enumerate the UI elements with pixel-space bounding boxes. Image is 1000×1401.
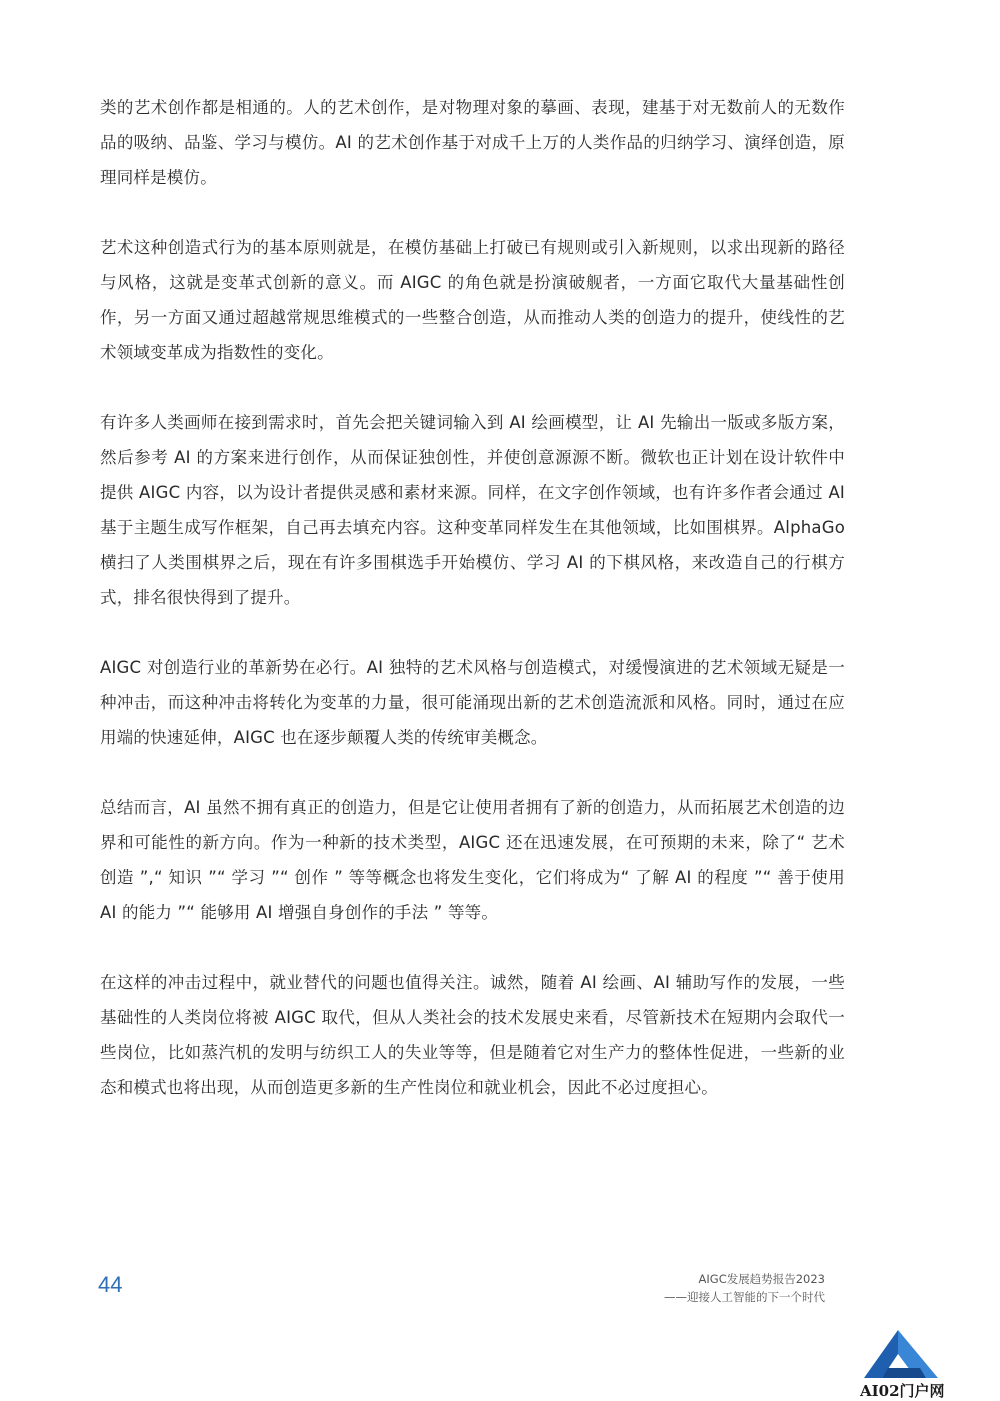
article-body: [100, 90, 845, 1140]
paragraph-2: 艺术这种创造式行为的基本原则就是，在模仿基础上打破已有规则或引入新规则，以求出现新的路径与风格，这就是变革式创新的意义。而 AIGC 的角色就是扮演破舰者，一方面它取代大量基础性创作，另一方面又通过超越常规思维模式的一些整合创造，从而推动人类的创造力的提升，使线性的艺术领域变革成为指数性的变化。: [100, 238, 845, 362]
paragraph-4: AIGC 对创造行业的革新势在必行。AI 独特的艺术风格与创造模式，对缓慢演进的艺术领域无疑是一种冲击，而这种冲击将转化为变革的力量，很可能涌现出新的艺术创造流派和风格。同时，通过在应用端的快速延伸，AIGC 也在逐步颠覆人类的传统审美概念。: [100, 658, 845, 747]
watermark-logo: [858, 1326, 948, 1399]
blue-triangle-a-logo-icon: [858, 1326, 948, 1382]
footer-report-title: [664, 1270, 825, 1306]
paragraph-3: 有许多人类画师在接到需求时，首先会把关键词输入到 AI 绘画模型，让 AI 先输出一版或多版方案，然后参考 AI 的方案来进行创作，从而保证独创性，并使创意源源不断。微软也正计划在设计软件中提供 AIGC 内容，以为设计者提供灵感和素材来源。同样，在文字创作领域，也有许多作者会通过 AI 基于主题生成写作框架，自己再去填充内容。这种变革同样发生在其他领域，比如围棋界。AlphaGo 横扫了人类围棋界之后，现在有许多围棋选手开始模仿、学习 AI 的下棋风格，来改造自己的行棋方式，排名很快得到了提升。: [100, 413, 845, 607]
paragraph-5: 总结而言，AI 虽然不拥有真正的创造力，但是它让使用者拥有了新的创造力，从而拓展艺术创造的边界和可能性的新方向。作为一种新的技术类型，AIGC 还在迅速发展，在可预期的未来，除了“ 艺术创造 ”,“ 知识 ”“ 学习 ”“ 创作 ” 等等概念也将发生变化，它们将成为“ 了解 AI 的程度 ”“ 善于使用 AI 的能力 ”“ 能够用 AI 增强自身创作的手法 ” 等等。: [100, 798, 845, 922]
page-number: 44: [98, 1272, 123, 1297]
paragraph-1: 类的艺术创作都是相通的。人的艺术创作，是对物理对象的摹画、表现，建基于对无数前人的无数作品的吸纳、品鉴、学习与模仿。AI 的艺术创作基于对成千上万的人类作品的归纳学习、演绎创造，原理同样是模仿。: [100, 98, 845, 187]
paragraph-6: 在这样的冲击过程中，就业替代的问题也值得关注。诚然，随着 AI 绘画、AI 辅助写作的发展，一些基础性的人类岗位将被 AIGC 取代，但从人类社会的技术发展史来看，尽管新技术在短期内会取代一些岗位，比如蒸汽机的发明与纺织工人的失业等等，但是随着它对生产力的整体性促进，一些新的业态和模式也将出现，从而创造更多新的生产性岗位和就业机会，因此不必过度担心。: [100, 973, 845, 1097]
report-title: AIGC发展趋势报告2023: [698, 1272, 825, 1286]
report-subtitle: ——迎接人工智能的下一个时代: [664, 1290, 825, 1304]
watermark-text: AI02门户网: [860, 1382, 945, 1400]
